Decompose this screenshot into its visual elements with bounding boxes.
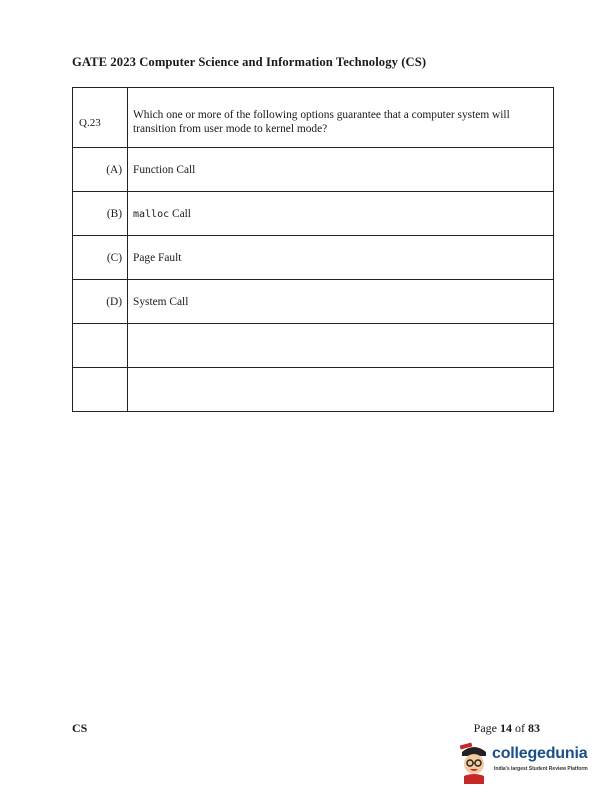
empty-cell	[73, 324, 128, 368]
page-mid: of	[512, 721, 528, 735]
student-mascot-icon	[456, 742, 492, 784]
footer-page-number	[474, 721, 540, 736]
question-text: Which one or more of the following options guarantee that a computer system will transition from user mode to kernel mode?	[128, 88, 554, 148]
option-label-d: (D)	[73, 280, 128, 324]
empty-row	[73, 368, 554, 412]
empty-cell	[128, 368, 554, 412]
option-label-c: (C)	[73, 236, 128, 280]
logo-wordmark: collegedunia	[492, 745, 588, 762]
question-row	[73, 88, 554, 148]
option-row-d	[73, 280, 554, 324]
option-row-c	[73, 236, 554, 280]
option-label-a: (A)	[73, 148, 128, 192]
option-suffix-b: Call	[169, 207, 191, 220]
option-row-b	[73, 192, 554, 236]
option-label-b: (B)	[73, 192, 128, 236]
question-table	[72, 87, 554, 412]
page-prefix: Page	[473, 721, 500, 735]
logo-tagline: India's largest Student Review Platform	[494, 766, 588, 772]
page-header-title: GATE 2023 Computer Science and Information Technology (CS)	[72, 55, 427, 69]
option-row-a	[73, 148, 554, 192]
question-number: Q.23	[73, 88, 128, 148]
empty-cell	[128, 324, 554, 368]
footer-paper-code: CS	[72, 721, 88, 735]
empty-row	[73, 324, 554, 368]
option-code-b: malloc	[133, 208, 170, 220]
page-total: 83	[528, 721, 540, 735]
option-text-b	[128, 192, 554, 236]
option-text-d: System Call	[128, 280, 554, 324]
page-current: 14	[500, 721, 512, 735]
collegedunia-logo	[456, 742, 596, 784]
option-text-a: Function Call	[128, 148, 554, 192]
empty-cell	[73, 368, 128, 412]
option-text-c: Page Fault	[128, 236, 554, 280]
